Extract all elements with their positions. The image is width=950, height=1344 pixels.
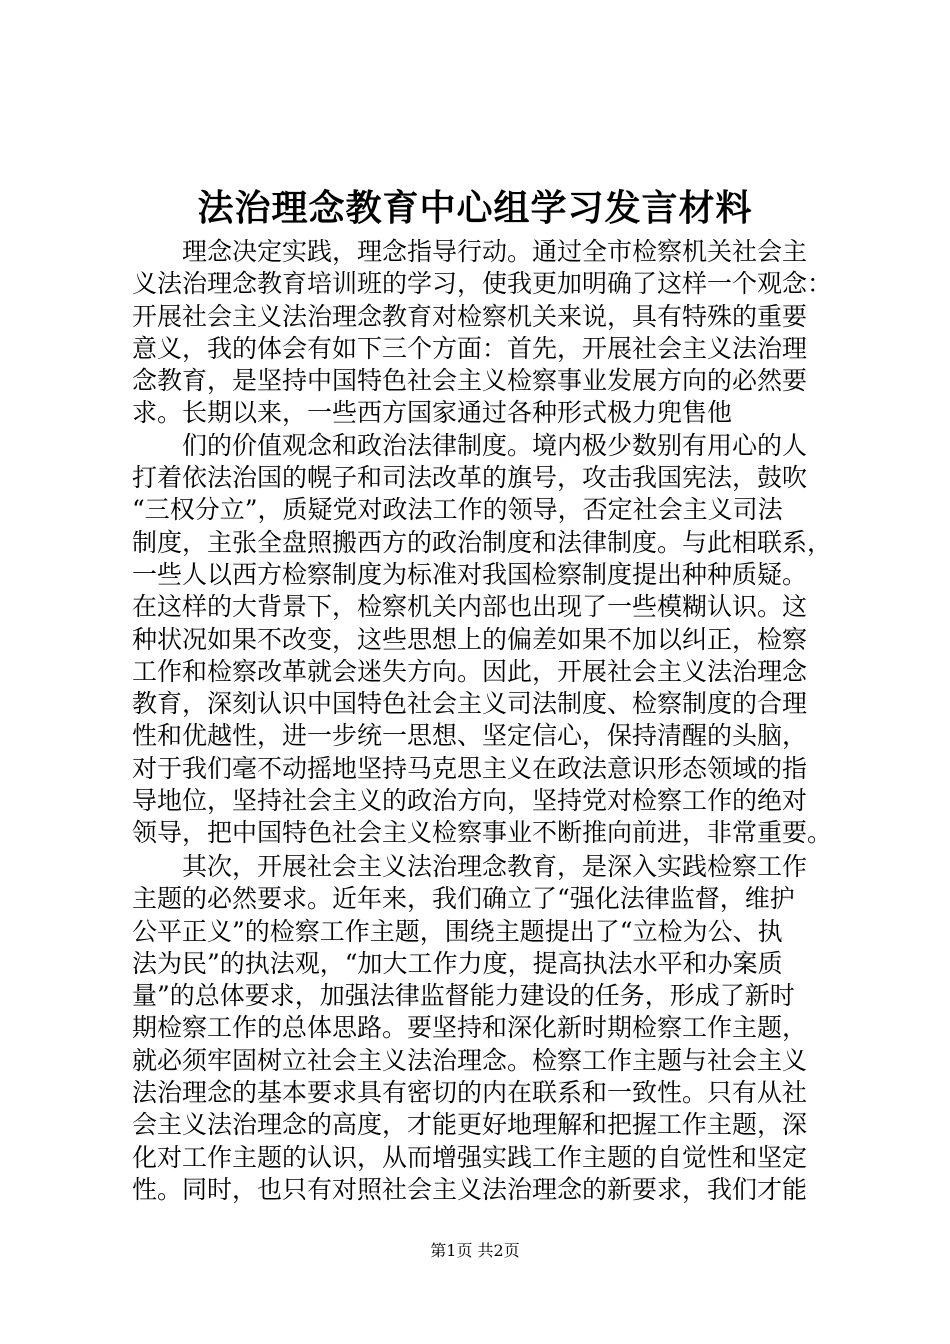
- text-line: 一些人以西方检察制度为标准对我国检察制度提出种种质疑。: [132, 559, 808, 589]
- text-line: 在这样的大背景下，检察机关内部也出现了一些模糊认识。这: [132, 592, 808, 622]
- text-line: 导地位，坚持社会主义的政治方向，坚持党对检察工作的绝对: [132, 786, 808, 816]
- text-line: 期检察工作的总体思路。要坚持和深化新时期检察工作主题，: [132, 1013, 808, 1043]
- text-line: 其次，开展社会主义法治理念教育，是深入实践检察工作: [182, 852, 808, 881]
- text-line: 理念决定实践，理念指导行动。通过全市检察机关社会主: [182, 237, 808, 266]
- text-line: 性。同时，也只有对照社会主义法治理念的新要求，我们才能: [132, 1174, 808, 1204]
- body-paragraph-1: [132, 236, 832, 850]
- text-line: 们的价值观念和政治法律制度。境内极少数别有用心的人: [182, 430, 808, 460]
- text-line: 义法治理念教育培训班的学习，使我更加明确了这样一个观念：: [132, 269, 833, 299]
- body-paragraph-2: [132, 851, 832, 1206]
- text-line: 求。长期以来，一些西方国家通过各种形式极力兜售他: [132, 398, 733, 428]
- document-title: 法治理念教育中心组学习发言材料: [197, 187, 753, 229]
- text-line: 化对工作主题的认识，从而增强实践工作主题的自觉性和坚定: [132, 1142, 808, 1172]
- text-line: 就必须牢固树立社会主义法治理念。检察工作主题与社会主义: [132, 1045, 808, 1075]
- text-line: “三权分立”，质疑党对政法工作的领导，否定社会主义司法: [132, 495, 783, 525]
- text-line: 打着依法治国的幌子和司法改革的旗号，攻击我国宪法，鼓吹: [132, 463, 808, 493]
- text-line: 性和优越性，进一步统一思想、坚定信心，保持清醒的头脑，: [132, 721, 808, 751]
- text-line: 量”的总体要求，加强法律监督能力建设的任务，形成了新时: [132, 981, 795, 1011]
- text-line: 制度，主张全盘照搬西方的政治制度和法律制度。与此相联系，: [132, 527, 833, 557]
- page-footer: 第1页 共2页: [430, 1241, 520, 1260]
- text-line: 法治理念的基本要求具有密切的内在联系和一致性。只有从社: [132, 1078, 808, 1108]
- text-line: 领导，把中国特色社会主义检察事业不断推向前进，非常重要。: [132, 818, 833, 848]
- text-line: 法为民”的执法观，“加大工作力度，提高执法水平和办案质: [132, 948, 783, 978]
- text-line: 教育，深刻认识中国特色社会主义司法制度、检察制度的合理: [132, 689, 808, 719]
- text-line: 工作和检察改革就会迷失方向。因此，开展社会主义法治理念: [132, 656, 808, 686]
- text-line: 念教育，是坚持中国特色社会主义检察事业发展方向的必然要: [132, 366, 808, 396]
- text-line: 种状况如果不改变，这些思想上的偏差如果不加以纠正，检察: [132, 624, 808, 654]
- text-line: 会主义法治理念的高度，才能更好地理解和把握工作主题，深: [132, 1110, 808, 1140]
- text-line: 主题的必然要求。近年来，我们确立了“强化法律监督，维护: [132, 884, 795, 914]
- text-line: 公平正义”的检察工作主题，围绕主题提出了“立检为公、执: [132, 916, 783, 946]
- text-line: 对于我们毫不动摇地坚持马克思主义在政法意识形态领域的指: [132, 753, 808, 783]
- text-line: 开展社会主义法治理念教育对检察机关来说，具有特殊的重要: [132, 301, 808, 331]
- text-line: 意义，我的体会有如下三个方面：首先，开展社会主义法治理: [132, 333, 808, 363]
